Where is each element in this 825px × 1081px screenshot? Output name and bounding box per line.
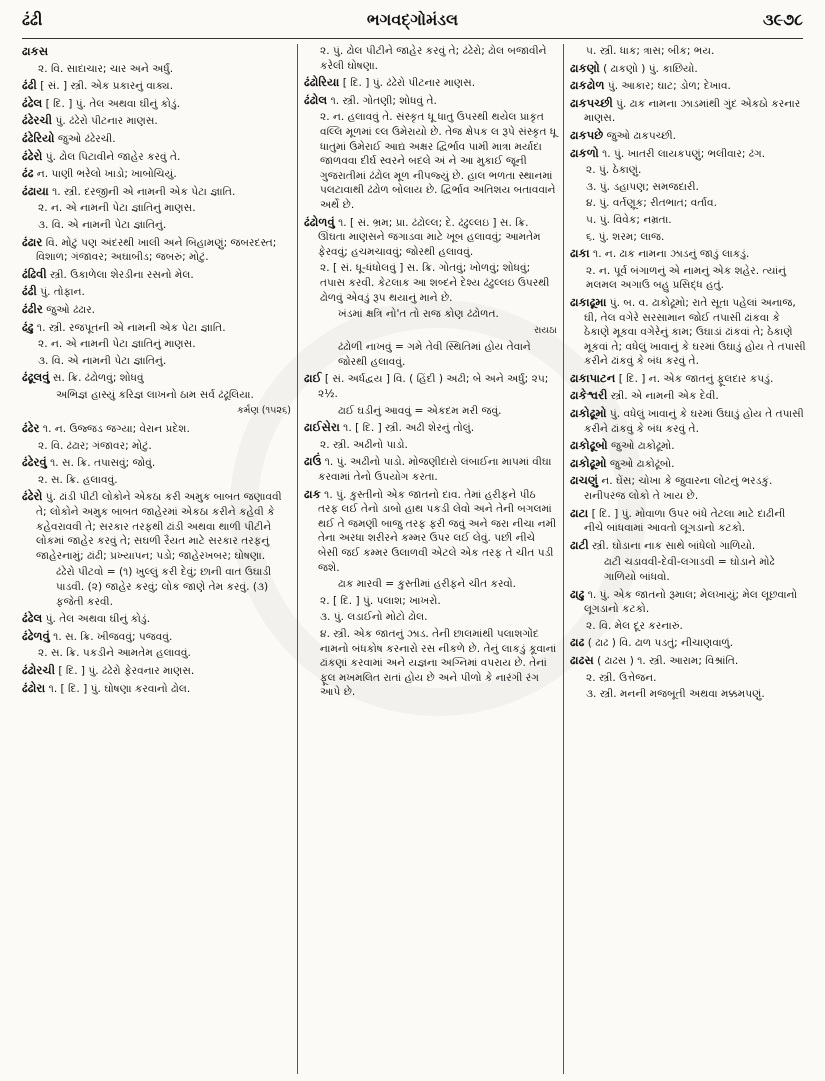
headword: ઢાચણું xyxy=(570,473,598,488)
definition-text: ૧. સ્ત્રી. રજપૂતની એ નામની એક પેટા જ્ઞાતિ. xyxy=(33,321,226,334)
definition-text: ૧. સ. ક્રિ. તપાસવું; જોવું. xyxy=(46,457,156,470)
definition-text: જુઓ ઢંઢાર. xyxy=(42,303,96,316)
definition-text: પું. તોફાન. xyxy=(36,286,85,299)
headword: ઢાકોઢૂબો xyxy=(570,438,608,453)
dictionary-entry xyxy=(304,420,557,436)
definition-text: જુઓ ઢાકપચ્છી. xyxy=(603,129,676,142)
dictionary-entry xyxy=(570,146,806,162)
headword: ઢંઢોળવું xyxy=(304,214,335,229)
definition-text: [ સં. ] સ્ત્રી. એક પ્રકારનું વાક્ય. xyxy=(36,80,174,93)
definition-text: જુઓ ઢંઢેરચી. xyxy=(54,132,116,145)
dictionary-entry xyxy=(304,215,557,260)
headword: ઢાકા xyxy=(570,246,590,261)
headword: ઢાકસ xyxy=(22,44,49,58)
dictionary-entry xyxy=(22,166,291,182)
headword: ઢાઈસેરા xyxy=(304,420,340,435)
definition-text: પું. ઢાંડી પીટી લોકોને એકઠા કરી અમુક બાબત જણાવવી તે; લોકોને અમુક બાબત જાહેરમાં એકઠા કરીને કહેવી કે કહેવરાવવી તે; સરકાર તરફથી ઢાંડી અથવા થાળી પીટીને લોકમાં જાહેર કરવું તે; સઘળી રૈયત માટે સરકાર તરફનું જાહેરનામું; ઢાંઢી; પ્રખ્યાપન; પડો; જાહેરખબર; ઘોષણા. xyxy=(36,491,282,562)
dictionary-entry xyxy=(22,284,291,300)
headword: ઢાટા xyxy=(570,505,589,520)
dictionary-entry xyxy=(570,456,806,472)
headword: ઢંઢેરો xyxy=(22,489,43,504)
definition-text: ૧. [ દિ. ] સ્ત્રી. અઢી શેરનું તોલું. xyxy=(339,422,475,435)
definition-text: ૧. પું. અઢીનો પાડો. મોજણીદારો લંબાઈના માપમાં વીઘા કરવામાં તેનો ઉપયોગ કરતા. xyxy=(318,456,552,484)
dictionary-entry xyxy=(304,487,557,576)
headword: ઢાઈ xyxy=(304,371,322,386)
dictionary-entry xyxy=(304,93,557,109)
definition-text: ૧. ન. ઉજ્જડ જગ્યા; વેરાન પ્રદેશ. xyxy=(39,423,190,436)
definition-text: ૧. પું. એક જાતનો રૂમાલ; મેલખાયું; મેલ લૂછવાનો લૂગડાનો કટકો. xyxy=(584,588,798,616)
headword: ઢાઢ xyxy=(570,635,585,650)
definition-text: જુઓ ઢાકોઢૂંબો. xyxy=(606,457,675,470)
definition-text: પું. ઢાક નામના ઝાડમાંથી ગુંદ એકઠો કરનાર માણસ. xyxy=(584,97,801,125)
dictionary-entry xyxy=(22,320,291,336)
dictionary-entry xyxy=(22,455,291,471)
usage-example: ઢાક મારવી = કુસ્તીમાં હરીફને ચીત કરવો. xyxy=(338,578,517,591)
headword: ઢંઢેરો xyxy=(22,148,43,163)
dictionary-entry xyxy=(22,235,291,265)
definition-text: ૧. સ. ક્રિ. ખીજવવું; પજવવું. xyxy=(49,630,173,643)
dictionary-entry xyxy=(570,246,806,262)
sense-line: ૩. સ્ત્રી. મનની મજબૂતી અથવા મક્કમપણું. xyxy=(586,688,765,701)
header-guide-word: ઢંઢી xyxy=(22,10,43,29)
headword: ઢંઢિવી xyxy=(22,266,47,281)
dictionary-entry xyxy=(570,438,806,454)
dictionary-entry xyxy=(22,96,291,112)
headword: ઢંઢી xyxy=(22,78,37,93)
definition-text: ૧. [ દિ. ] પું. ઘોષણા કરવાનો ઢોલ. xyxy=(45,682,191,695)
headword: ઢંઢોરા xyxy=(22,680,46,695)
sense-line: ૫. સ્ત્રી. ધાક; ત્રાસ; બીક; ભય. xyxy=(586,45,715,57)
definition-text: પું. બ. વ. ઢાકોઢૂમો; રાતે સૂતા પહેલાં અનાજ, ઘી, તેલ વગેરે સરસામાન જોઈ તપાસી ઢાંકવા કે ઠેકાણે મૂકવા વગેરેનું કામ; ઉઘાડાં ઢાંકવાં તે; ઠેકાણે મૂકવાં તે; વધેલું ખાવાનું કે ઘરમાં ઉઘાડું હોય તે તપાસી કરીને ઢાંકવું કે બંધ કરવું તે. xyxy=(584,296,806,368)
definition-text: ( ઢાઢ ) વિ. ઢાળ પડતું; નીચાણવાળું. xyxy=(584,637,734,650)
sense-line: ૩. પું. લડાઈનો મોટો ઢોલ. xyxy=(320,611,428,624)
dictionary-entry xyxy=(22,629,291,645)
headword: ઢંઢેલ xyxy=(22,95,43,110)
definition-text: ૧. પું. કુસ્તીનો એક જાતનો દાવ. તેમાં હરીફને પીઠ તરફ લઈ તેનો ડાબો હાથ પકડી લેવો અને તેની બગલમાં થઈ તે જમણી બાજુ તરફ ફરી જવું અને જરા નીચા નમી તેના અરધા શરીરને કમ્મર ઉપર લઈ લેવું. પછી નીચે બેસી જઈ કમ્મર ઉલાળવી એટલે એક તરફ તે ચીત પડી જશે. xyxy=(318,488,557,574)
sense-line: ૨. પું. ઢોલ પીટીને જાહેર કરવું તે; ઢંઢેરો; ઢોલ બજાવીને કરેલી ઘોષણા. xyxy=(320,45,547,72)
definition-text: ૧. સ્ત્રી. દરજીની એ નામની એક પેટા જ્ઞાતિ. xyxy=(48,185,236,198)
dictionary-entry xyxy=(22,302,291,318)
definition-text: સ્ત્રી. ઘોડાના નાક સાથે બાંધેલો ગાળિયો. xyxy=(588,539,756,552)
headword: ઢાકપછે xyxy=(570,127,604,142)
dictionary-entry xyxy=(22,131,291,147)
dictionary-entry xyxy=(570,635,806,651)
usage-example: ઢંઢોળી નાખવું = ગમે તેવી સ્થિતિમાં હોય તેવાને જોરથી હલાવવું. xyxy=(338,341,531,368)
dictionary-entry xyxy=(22,267,291,283)
dictionary-entry xyxy=(570,61,806,77)
definition-text: ન. પાણી ભરેલો ખાડો; ખાબોચિયું. xyxy=(33,168,177,181)
usage-example: ઢાટી ચડાવવી-દેવી-લગાડવી = ઘોડાને મોઢે ગાળિયો બાંધવો. xyxy=(604,556,775,583)
definition-text: ૧. પું. ખાતરી લાયકપણું; ભલીવાર; ઢંગ. xyxy=(598,147,766,160)
sense-line: ૨. ન. એ નામની પેટા જ્ઞાતિનું માણસ. xyxy=(38,338,196,351)
sense-line: ૨. [ સં. ધૂ-ધંધોલવું ] સ. ક્રિ. ગોતવું; ખોળવું; શોધવું; તપાસ કરવી. કેટલાક આ શબ્દને દેશ્ય ઢંઢુલ્લઇ ઉપરથી ઢોળવું એવડું રૂપ થયાનું માને છે. xyxy=(320,262,550,304)
dictionary-entry xyxy=(22,489,291,563)
headword: ઢાકોઢૂમો xyxy=(570,455,607,470)
definition-text: પું. ઢોલ પિટાવીને જાહેર કરવું તે. xyxy=(42,150,181,163)
headword: ઢાક xyxy=(304,486,321,501)
usage-example: ઢંઢેરો પીટવો = (૧) ખુલ્લું કરી દેવું; છાની વાત ઉઘાડી પાડવી. (૨) જાહેર કરવું; લોક જાણે તેમ કરવું. (૩) ફજેતી કરવી. xyxy=(56,566,272,608)
headword: ઢંઢેર xyxy=(22,421,40,436)
dictionary-entry xyxy=(22,44,291,60)
headword: ઢંઢેરવું xyxy=(22,455,47,470)
citation: કર્મણ (૧૫૨૬) xyxy=(237,405,291,417)
sense-line: ૨. વિ. સાદાચાર; ચાર અને અર્ધું. xyxy=(38,62,174,75)
headword: ઢંઢુ xyxy=(22,319,34,334)
page-header xyxy=(22,6,803,40)
sense-line: ૬. પું. શરમ; લાજ. xyxy=(586,230,665,243)
dictionary-entry xyxy=(570,473,806,503)
sense-line: ૨. [ દિ. ] પું. પલાશ; ખાખરો. xyxy=(320,594,441,607)
definition-text: સ્ત્રી. એ નામની એક દેવી. xyxy=(607,390,719,403)
definition-text: ૧. ન. ઢાક નામના ઝાડનું જાડું લાકડું. xyxy=(589,248,750,261)
sense-line: ૨. વિ. ઢંઢાર; ગંજાવર; મોટું. xyxy=(38,439,152,452)
sense-line: ૪. પું. વર્તણૂક; રીતભાત; વર્તાવ. xyxy=(586,197,717,210)
dictionary-entry xyxy=(570,406,806,436)
dictionary-entry xyxy=(570,538,806,554)
dictionary-entry xyxy=(22,113,291,129)
definition-text: [ દિ. ] પું. મોવાળા ઉપર બંધે તેટલા માટે દાઢીની નીચે બાંધવામાં આવતો લૂગડાનો કટકો. xyxy=(584,507,786,535)
headword: ઢાકોઢૂમો xyxy=(570,406,607,421)
column-3 xyxy=(564,44,812,1074)
headword: ઢંઢેરચી xyxy=(22,113,53,128)
dictionary-entry xyxy=(570,587,806,617)
headword: ઢાટી xyxy=(570,537,589,552)
dictionary-entry xyxy=(570,295,806,369)
sense-line: ૨. સ્ત્રી. અઢીનો પાડો. xyxy=(320,438,408,451)
headword: ઢાકેશ્વરી xyxy=(570,388,608,403)
sense-line: ૨. વિ. મેલ દૂર કરનારું. xyxy=(586,619,683,632)
headword: ઢંઢેરિયો xyxy=(22,130,55,145)
headword: ઢાકાપાટન xyxy=(570,370,616,385)
definition-text: પું. ઢંઢેરો પીટનાર માણસ. xyxy=(52,115,158,128)
headword: ઢંઢાયા xyxy=(22,183,49,198)
headword: ઢાકણો xyxy=(570,60,600,75)
headword: ઢંઢૂલવું xyxy=(22,370,50,385)
dictionary-entry xyxy=(22,149,291,165)
dictionary-entry xyxy=(570,96,806,126)
usage-example: ખંડમાં ક્ષત્રિ નો'ત તો રાજ કોણ ઢંઢોળત. xyxy=(338,308,499,321)
usage-example: અભિજ્ઞ હાસ્યું કરિજ્ઞ લાખનો ઠામ સર્વ ઢંઢૂલિયા. xyxy=(56,388,254,401)
dictionary-entry xyxy=(22,370,291,386)
definition-text: પું. આકાર; ઘાટ; ડોળ; દેખાવ. xyxy=(604,80,731,93)
dictionary-entry xyxy=(22,681,291,697)
sense-line: ૨. ન. એ નામની પેટા જ્ઞાતિનું માણસ. xyxy=(38,202,196,215)
definition-text: [ દિ. ] પું. ઢંઢેરો પીટનાર માણસ. xyxy=(339,77,476,90)
dictionary-entry xyxy=(22,78,291,94)
definition-text: જુઓ ઢાકોઢૂમો. xyxy=(607,440,675,453)
sense-line: ૨. ન. હલાવવું તે. સંસ્કૃત ધૂ ધાતુ ઉપરથી થયેલ પ્રાકૃત વલ્લિ મૂળમાં લ્લ ઉમેરાયો છે. તેજ ક્ષેપક લ રૂપે સંસ્કૃત ધૂ ધાતુમાં ઉમેરાઈ આદ્ય અક્ષર દ્વિર્ભાવ પામી માત્રા મર્યાદા જાળવવા દીર્ઘ સ્વરને બદલે અં ને આ મુકાઈ જૂની ગુજરાતીમાં ઢંઢોલ મૂળ નીપજ્યું છે. હાલ ભળતા સ્થાનમાં પલટાવાથી ઢંઢોળ બોલાય છે. દ્વિર્ભાવ અતિશય બતાવવાને અર્થે છે. xyxy=(320,111,557,211)
definition-text: ૧. સ્ત્રી. ગોતણી; શોધવું તે. xyxy=(327,94,437,107)
dictionary-entry xyxy=(570,388,806,404)
definition-text: પું. તેલ અથવા ઘીનું કોડું. xyxy=(42,613,151,626)
sense-line: ૩. વિ. એ નામની પેટા જ્ઞાતિનું. xyxy=(38,218,167,231)
sense-line: ૩. પું. ડહાપણ; સમજદારી. xyxy=(586,180,699,193)
dictionary-entry xyxy=(22,184,291,200)
headword: ઢાકાઢૂમા xyxy=(570,294,607,309)
definition-text: ૧. [ સં. ભ્રમ; પ્રા. ઢંઢોલ્લ; દે. ઢંઢુલ્લઇ ] સ. ક્રિ. ઊંઘતા માણસને જગાડવા માટે ખૂબ હલાવવું; આમતેમ ફેરવવું; હચમચાવવું; જોરથી હલાવવું. xyxy=(318,216,541,258)
definition-text: વિ. મોટું પણ અંદરથી ખાલી અને બિહામણું; જબરદસ્ત; વિશાળ; ગંજાવર; અઘાબીડ; જબરું; મોટું. xyxy=(36,236,277,264)
headword: ઢંઢોલ xyxy=(304,92,328,107)
headword: ઢંઢીર xyxy=(22,301,43,316)
page-number: ૩૯૭૮ xyxy=(762,10,803,29)
headword: ઢંઢેલ xyxy=(22,611,43,626)
headword: ઢાકપચ્છી xyxy=(570,95,613,110)
dictionary-entry xyxy=(304,371,557,401)
headword: ઢાઉં xyxy=(304,454,322,469)
definition-text: પું. વધેલું ખાવાનું કે ઘરમાં ઉઘાડું હોય તે તપાસી કરીને ઢાંકવું કે બંધ કરવું તે. xyxy=(584,408,804,435)
definition-text: ન. ઘેંસ; ચોખા કે જુવારના લોટનું ભરડકું. રાનીપરજ લોકો તે ખાય છે. xyxy=(584,475,773,503)
headword: ઢાઢુ xyxy=(570,586,585,601)
sense-line: ૪. સ્ત્રી. એક જાતનું ઝાડ. તેની છાલમાંથી પલાશગોંદ નામનો બંધકોષ કરનારો રસ નીકળે છે. તેનું લાકડું કૂવાનાં ઢાંકણાં કરવામાં અને યજ્ઞના અગ્નિમાં વપરાય છે. તેનાં ફૂલ મખમલિત રાતાં હોય છે અને પીળો કે નારંગી રંગ આપે છે. xyxy=(320,627,557,699)
dictionary-entry xyxy=(22,611,291,627)
definition-text: સ. ક્રિ. ઢંઢોળવું; શોધવું xyxy=(49,372,144,385)
headword: ઢાકઢોળ xyxy=(570,78,605,93)
headword: ઢંઢેળવું xyxy=(22,628,50,643)
sense-line: ૨. સ્ત્રી. ઉત્તેજન. xyxy=(586,671,657,684)
headword: ઢંઢ xyxy=(22,166,34,181)
header-rule xyxy=(22,38,803,39)
dictionary-entry xyxy=(570,371,806,387)
header-title: ભગવદ્ગોમંડલ xyxy=(366,10,459,29)
sense-line: ૨. સ. ક્રિ. પકડીને આમતેમ હલાવવું. xyxy=(38,647,191,660)
dictionary-entry xyxy=(570,653,806,669)
column-1 xyxy=(16,44,298,1074)
sense-line: ૨. સ. ક્રિ. હલાવવું. xyxy=(38,473,118,486)
citation: રાયઠા xyxy=(534,324,557,336)
dictionary-columns xyxy=(16,44,812,1074)
headword: ઢંઢી xyxy=(22,284,37,299)
definition-text: [ સં. અર્ધદ્વય ] વિ. ( હિંદી ) અઢી; બે અને અર્ધું; ૨૫; ૨½. xyxy=(318,373,549,401)
definition-text: [ દિ. ] ન. એક જાતનું ફૂલદાર કપડું. xyxy=(615,372,774,385)
headword: ઢંઢોરચી xyxy=(22,662,56,677)
usage-example: ઢાઈ ઘડીનું આવવું = એકદમ મરી જવું. xyxy=(338,404,502,417)
sense-line: ૨. પું. ઠેકાણું. xyxy=(586,164,642,177)
column-2 xyxy=(298,44,564,1074)
sense-line: ૨. ન. પૂર્વ બંગાળનું એ નામનું એક શહેર. ત્યાંનું મલમલ અગાઉ બહુ પ્રસિદ્ધ હતું. xyxy=(586,264,787,292)
dictionary-entry xyxy=(304,75,557,91)
dictionary-entry xyxy=(304,454,557,484)
dictionary-entry xyxy=(22,421,291,437)
definition-text: સ્ત્રી. ઉકાળેલા શેરડીના રસનો મેલ. xyxy=(46,268,194,281)
headword: ઢંઢાર xyxy=(22,234,43,249)
sense-line: ૫. પું. વિવેક; નમ્રતા. xyxy=(586,213,672,226)
dictionary-entry xyxy=(570,506,806,536)
sense-line: ૩. વિ. એ નામની પેટા જ્ઞાતિનું. xyxy=(38,354,167,367)
headword: ઢાઢસ xyxy=(570,652,594,667)
dictionary-entry xyxy=(22,663,291,679)
headword: ઢંઢોરિયા xyxy=(304,75,340,90)
definition-text: ( ઢાકણો ) પું. કાછિયો. xyxy=(599,62,698,75)
definition-text: ( ઢાઢસ ) ૧. સ્ત્રી. આરામ; વિશ્રાંતિ. xyxy=(593,654,739,667)
definition-text: [ દિ. ] પું. ઢંઢેરો ફેરવનાર માણસ. xyxy=(55,664,195,677)
dictionary-entry xyxy=(570,78,806,94)
headword: ઢાકળો xyxy=(570,145,599,160)
definition-text: [ દિ. ] પું. તેલ અથવા ઘીનું કોડું. xyxy=(42,97,181,110)
dictionary-entry xyxy=(570,128,806,144)
